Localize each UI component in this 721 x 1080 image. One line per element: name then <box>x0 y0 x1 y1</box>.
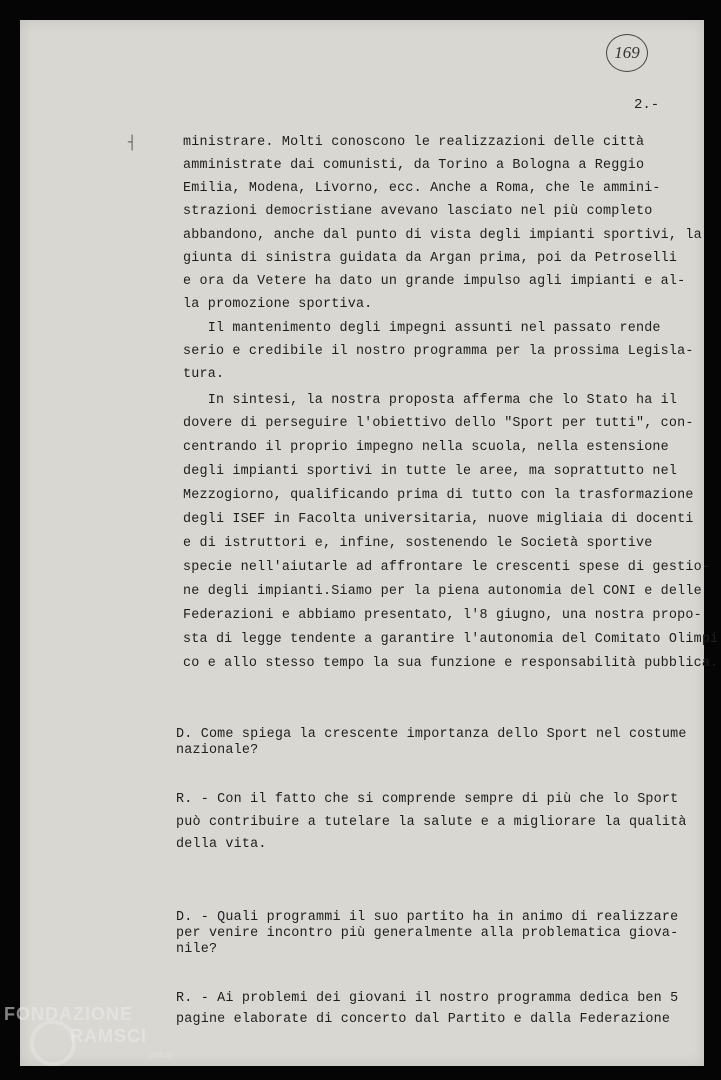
text-line: degli ISEF in Facolta universitaria, nuove migliaia di docenti <box>183 512 694 527</box>
question-line: nazionale? <box>176 743 259 758</box>
text-line: giunta di sinistra guidata da Argan prima, poi da Petroselli <box>183 251 678 266</box>
text-line: co e allo stesso tempo la sua funzione e responsabilità pubblica. <box>183 656 719 671</box>
answer-line: R. - Ai problemi dei giovani il nostro programma dedica ben 5 <box>176 991 679 1006</box>
text-line: serio e credibile il nostro programma per la prossima Legisla- <box>183 344 694 359</box>
page-number: 2.- <box>634 97 660 113</box>
question-line: D. - Quali programmi il suo partito ha in animo di realizzare <box>176 910 679 925</box>
text-line: centrando il proprio impegno nella scuola, nella estensione <box>183 440 669 455</box>
text-line: In sintesi, la nostra proposta afferma che lo Stato ha il <box>183 393 678 408</box>
question-line: D. Come spiega la crescente importanza dello Sport nel costume <box>176 727 687 742</box>
text-line: degli impianti sportivi in tutte le aree, ma soprattutto nel <box>183 464 678 479</box>
question-line: nile? <box>176 942 218 957</box>
text-line: amministrate dai comunisti, da Torino a Bologna a Reggio <box>183 158 645 173</box>
answer-line: pagine elaborate di concerto dal Partito e dalla Federazione <box>176 1012 671 1027</box>
text-line: sta di legge tendente a garantire l'autonomia del Comitato Olimpi <box>183 632 719 647</box>
text-line: e di istruttori e, infine, sostenendo le Società sportive <box>183 536 653 551</box>
archive-number-stamp: 169 <box>606 34 648 72</box>
watermark-line3: onlus <box>148 1050 172 1061</box>
text-line: specie nell'aiutarle ad affrontare le crescenti spese di gestio- <box>183 560 711 575</box>
answer-line: della vita. <box>176 837 267 852</box>
text-line: e ora da Vetere ha dato un grande impulso agli impianti e al- <box>183 274 686 289</box>
text-line: ministrare. Molti conoscono le realizzazioni delle città <box>183 135 645 150</box>
text-line: abbandono, anche dal punto di vista degli impianti sportivi, la <box>183 228 702 243</box>
watermark-line2: RAMSCI <box>70 1026 147 1046</box>
text-line: Il mantenimento degli impegni assunti nel passato rende <box>183 321 661 336</box>
text-line: Emilia, Modena, Livorno, ecc. Anche a Roma, che le ammini- <box>183 181 661 196</box>
text-line: la promozione sportiva. <box>183 297 373 312</box>
watermark-line1: FONDAZIONE <box>4 1004 133 1024</box>
pencil-mark: ┤ <box>128 135 137 151</box>
fondazione-gramsci-watermark <box>4 1000 204 1070</box>
question-line: per venire incontro più generalmente alla problematica giova- <box>176 926 679 941</box>
text-line: strazioni democristiane avevano lasciato nel più completo <box>183 204 653 219</box>
text-line: Federazioni e abbiamo presentato, l'8 giugno, una nostra propo- <box>183 608 702 623</box>
text-line: ne degli impianti.Siamo per la piena autonomia del CONI e delle <box>183 584 702 599</box>
text-line: Mezzogiorno, qualificando prima di tutto con la trasformazione <box>183 488 694 503</box>
answer-line: R. - Con il fatto che si comprende sempre di più che lo Sport <box>176 792 679 807</box>
answer-line: può contribuire a tutelare la salute e a migliorare la qualità <box>176 815 687 830</box>
text-line: dovere di perseguire l'obiettivo dello "Sport per tutti", con- <box>183 416 694 431</box>
text-line: tura. <box>183 367 225 382</box>
